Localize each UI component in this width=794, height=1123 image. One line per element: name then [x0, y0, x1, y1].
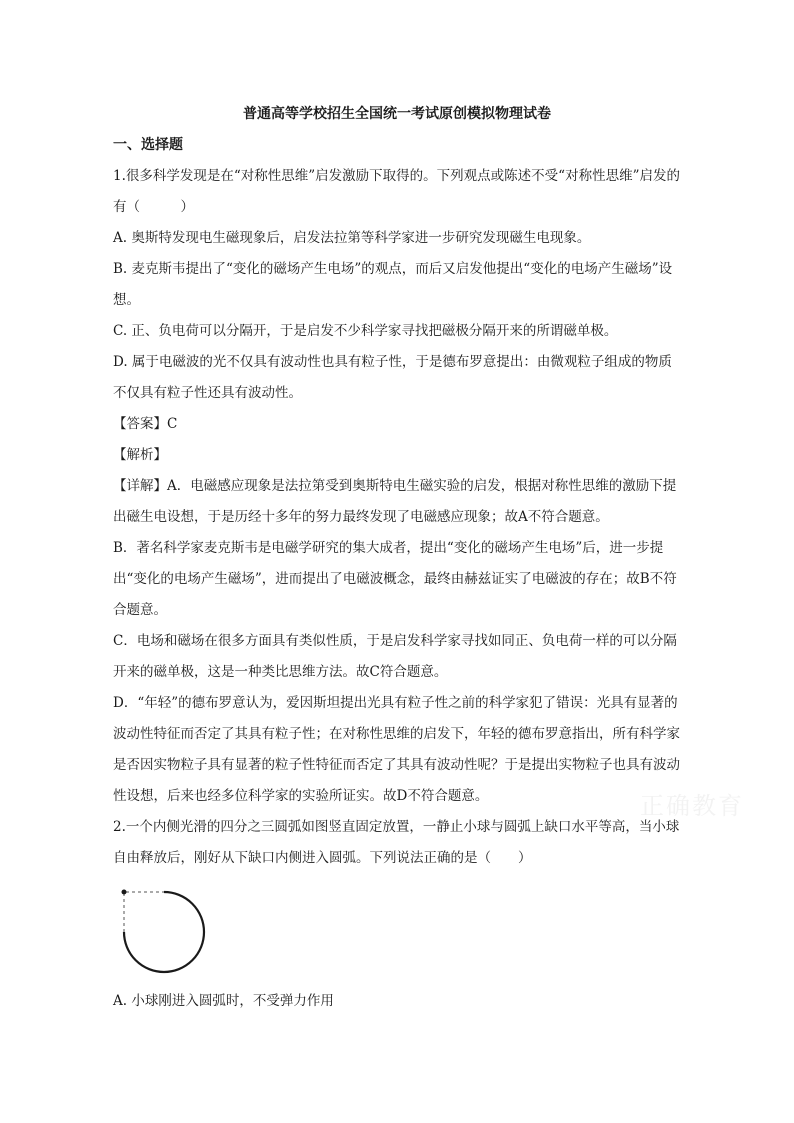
page-title: 普通高等学校招生全国统一考试原创模拟物理试卷	[243, 106, 551, 122]
q1-option-a: A. 奥斯特发现电生磁现象后，启发法拉第等科学家进一步研究发现磁生电现象。	[113, 230, 591, 246]
content-body	[113, 161, 685, 1017]
q1-detail-c: C．电场和磁场在很多方面具有类似性质，于是启发科学家寻找如同正、负电荷一样的可以分隔开来的磁单极，这是一种类比思维方法。故C符合题意。	[113, 633, 677, 680]
q1-analysis-label: 【解析】	[113, 447, 167, 463]
q1-option-d: D. 属于电磁波的光不仅具有波动性也具有粒子性，于是德布罗意提出：由微观粒子组成的物质不仅具有粒子性还具有波动性。	[113, 354, 672, 401]
q2-stem: 2.一个内侧光滑的四分之三圆弧如图竖直固定放置，一静止小球与圆弧上缺口水平等高，当小球自由释放后，刚好从下缺口内侧进入圆弧。下列说法正确的是（ ）	[113, 819, 680, 866]
arc-figure	[118, 888, 685, 986]
watermark-text: 正确教育	[640, 792, 744, 820]
arc-solid	[124, 892, 204, 972]
q1-answer: 【答案】C	[113, 416, 178, 432]
ball-dot	[122, 890, 127, 895]
three-quarter-arc-diagram	[118, 888, 218, 986]
q1-detail-a: 【详解】A．电磁感应现象是法拉第受到奥斯特电生磁实验的启发，根据对称性思维的激励下提出磁生电设想，于是历经十多年的努力最终发现了电磁感应现象；故A不符合题意。	[113, 478, 677, 525]
q1-option-b: B. 麦克斯韦提出了“变化的磁场产生电场”的观点，而后又启发他提出“变化的电场产生磁场”设想。	[113, 261, 673, 308]
q1-detail-b: B．著名科学家麦克斯韦是电磁学研究的集大成者，提出“变化的磁场产生电场”后，进一步提出“变化的电场产生磁场”，进而提出了电磁波概念，最终由赫兹证实了电磁波的存在；故B不符合题意。	[113, 540, 677, 618]
section-heading: 一、选择题	[113, 137, 183, 153]
q1-detail-d: D．“年轻”的德布罗意认为，爱因斯坦提出光具有粒子性之前的科学家犯了错误：光具有显著的波动性特征而否定了其具有粒子性；在对称性思维的启发下，年轻的德布罗意指出，所有科学家是否因实物粒子具有显著的粒子性特征而否定了其具有波动性呢？于是提出实物粒子也具有波动性设想，后来也经多位科学家的实验所证实。故D不符合题意。	[113, 695, 680, 804]
q1-option-c: C. 正、负电荷可以分隔开，于是启发不少科学家寻找把磁极分隔开来的所谓磁单极。	[113, 323, 618, 339]
q1-stem: 1.很多科学发现是在“对称性思维”启发激励下取得的。下列观点或陈述不受“对称性思维”启发的有（ ）	[113, 168, 680, 215]
q2-option-a: A. 小球刚进入圆弧时，不受弹力作用	[113, 993, 334, 1009]
arc-dashed-guide	[124, 892, 164, 932]
